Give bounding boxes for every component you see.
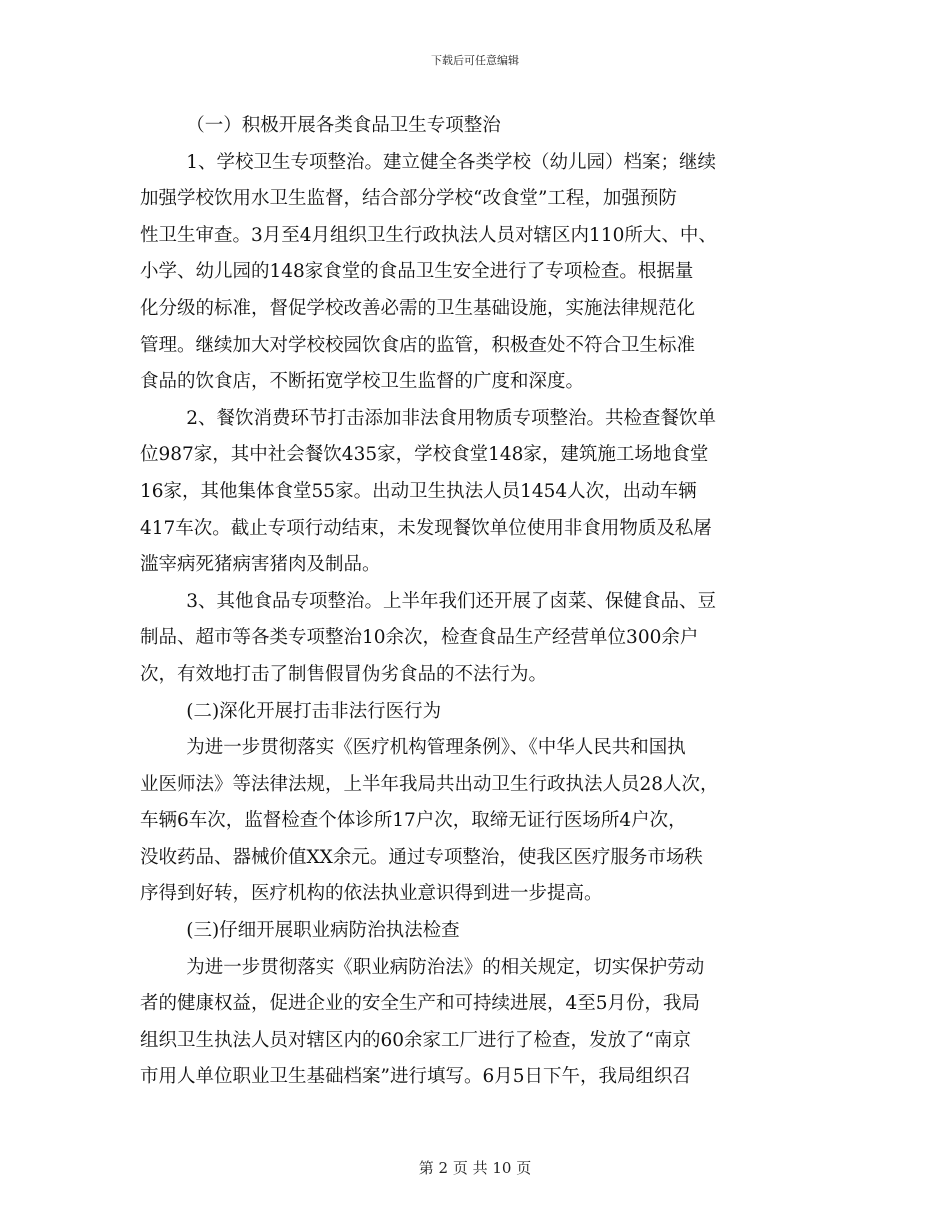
text-line: 2、餐饮消费环节打击添加非法食用物质专项整治。共检查餐饮单 xyxy=(186,407,717,429)
text-line: 性卫生审查。3月至4月组织卫生行政执法人员对辖区内110所大、中、 xyxy=(140,224,717,246)
text-line: 为进一步贯彻落实《职业病防治法》的相关规定，切实保护劳动 xyxy=(186,956,705,978)
text-line: 制品、超市等各类专项整治10余次，检查食品生产经营单位300余户 xyxy=(140,627,699,649)
text-line: 序得到好转，医疗机构的依法执业意识得到进一步提高。 xyxy=(140,883,603,905)
page-footer: 第 2 页 共 10 页 xyxy=(418,1159,532,1177)
text-line: 1、学校卫生专项整治。建立健全各类学校（幼儿园）档案；继续 xyxy=(186,151,717,173)
text-line: (三)仔细开展职业病防治执法检查 xyxy=(186,920,460,942)
text-line: （一）积极开展各类食品卫生专项整治 xyxy=(186,115,501,136)
text-line: 次，有效地打击了制售假冒伪劣食品的不法行为。 xyxy=(140,663,548,685)
text-line: 业医师法》等法律法规，上半年我局共出动卫生行政执法人员28人次， xyxy=(140,773,719,795)
text-line: 组织卫生执法人员对辖区内的60余家工厂进行了检查，发放了“南京 xyxy=(140,1029,692,1051)
text-line: 加强学校饮用水卫生监督，结合部分学校“改食堂”工程，加强预防 xyxy=(140,188,677,210)
document-body xyxy=(140,108,820,1096)
text-line: 3、其他食品专项整治。上半年我们还开展了卤菜、保健食品、豆 xyxy=(186,590,717,612)
text-line: 市用人单位职业卫生基础档案”进行填写。6月5日下午，我局组织召 xyxy=(140,1066,692,1088)
text-line: 者的健康权益，促进企业的安全生产和可持续进展，4至5月份，我局 xyxy=(140,993,701,1015)
text-line: 食品的饮食店，不断拓宽学校卫生监督的广度和深度。 xyxy=(140,371,585,393)
text-line: 管理。继续加大对学校校园饮食店的监管，积极查处不符合卫生标准 xyxy=(140,334,696,356)
page-header: 下载后可任意编辑 xyxy=(431,54,519,67)
text-line: 没收药品、器械价值XX余元。通过专项整治，使我区医疗服务市场秩 xyxy=(140,846,703,868)
text-line: 位987家，其中社会餐饮435家，学校食堂148家，建筑施工场地食堂 xyxy=(140,444,709,466)
text-line: 化分级的标准，督促学校改善必需的卫生基础设施，实施法律规范化 xyxy=(140,297,696,319)
text-line: 小学、幼儿园的148家食堂的食品卫生安全进行了专项检查。根据量 xyxy=(140,261,694,283)
text-line: 为进一步贯彻落实《医疗机构管理条例》、《中华人民共和国执 xyxy=(186,737,686,759)
text-line: 滥宰病死猪病害猪肉及制品。 xyxy=(140,554,381,576)
text-line: 车辆6车次，监督检查个体诊所17户次，取缔无证行医场所4户次， xyxy=(140,810,687,832)
text-line: (二)深化开展打击非法行医行为 xyxy=(186,700,442,722)
text-line: 417车次。截止专项行动结束，未发现餐饮单位使用非食用物质及私屠 xyxy=(140,517,712,539)
text-line: 16家，其他集体食堂55家。出动卫生执法人员1454人次，出动车辆 xyxy=(140,480,697,502)
